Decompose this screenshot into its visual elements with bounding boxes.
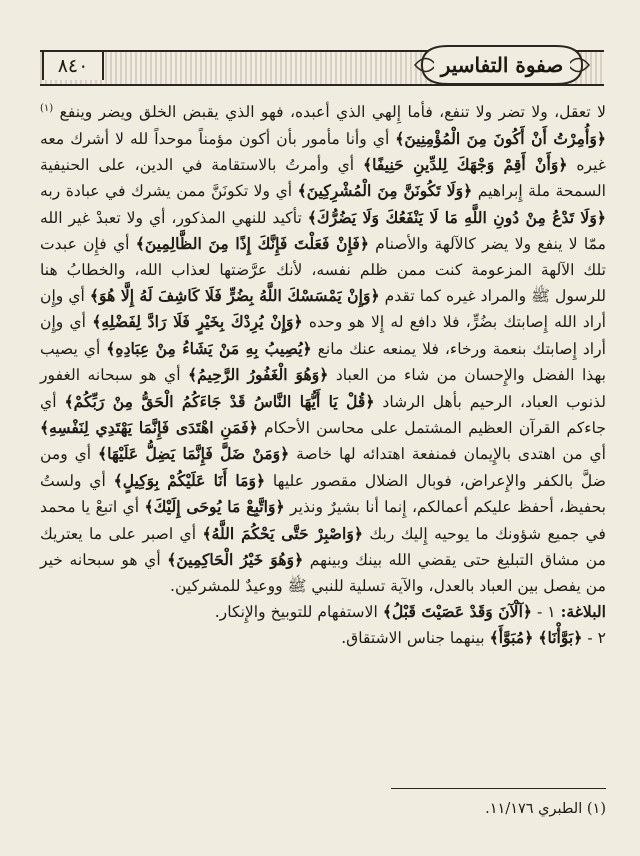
quran-quote: ﴿وَإِنْ يَمْسَسْكَ اللَّهُ بِضُرٍّ فَلَا كَاشِفَ لَهُ إِلَّا هُوَ﴾ — [89, 286, 380, 306]
quran-quote: ﴿وَإِنْ يُرِدْكَ بِخَيْرٍ فَلَا رَادَّ لِفَضْلِهِ﴾ — [92, 312, 303, 332]
main-text — [40, 96, 606, 652]
quran-quote: ﴿قُلْ يَا أَيُّهَا النَّاسُ قَدْ جَاءَكُمُ الْحَقُّ مِنْ رَبِّكُمْ﴾ — [64, 391, 375, 411]
balagha-point-2: ٢ - ﴿بَوَّأْنَا﴾ ﴿مُبَوَّأَ﴾ بينهما جناس الاشتقاق. — [341, 628, 606, 648]
quran-quote: ﴿فَمَنِ اهْتَدَى فَإِنَّمَا يَهْتَدِي لِنَفْسِهِ﴾ — [40, 418, 258, 438]
book-title: صفوة التفاسير — [434, 50, 570, 80]
footnote-separator — [40, 788, 606, 789]
commentary-paragraph: لا تعقل، ولا تضر ولا تنفع، فأما إِلهي الذي أعبده، فهو الذي يقبض الخلق ويضر وينفع $^{(١)}$ ﴿وَأُمِرْتُ أَنْ أَكُونَ مِنَ الْمُؤْمِنِينَ﴾ أي وأنا مأمور بأن أكون مؤمناً موحداً لله لا أشرك معه غيره ﴿وَأَنْ أَقِمْ وَجْهَكَ لِلدِّينِ حَنِيفًا﴾ أي وأمرتُ بالاستقامة في الدين، على الحنيفية السمحة ملة إِبراهيم ﴿وَلَا تَكُونَنَّ مِنَ الْمُشْرِكِينَ﴾ أي ولا تكونَنَّ ممن يشرك في عبادة ربه ﴿وَلَا تَدْعُ مِنْ دُونِ اللَّهِ مَا لَا يَنْفَعُكَ وَلَا يَضُرُّكَ﴾ تأكيد للنهي المذكور، أي ولا تعبدْ غير الله ممّا لا ينفع ولا يضر كالآلهة والأصنام ﴿فَإِنْ فَعَلْتَ فَإِنَّكَ إِذًا مِنَ الظَّالِمِينَ﴾ أي فإِن عبدت تلك الآلهة المزعومة كنت ممن ظلم نفسه، لأنك عرَّضتها لعذاب الله، والخطابُ هنا للرسول ﷺ والمراد غيره كما تقدم ﴿وَإِنْ يَمْسَسْكَ اللَّهُ بِضُرٍّ فَلَا كَاشِفَ لَهُ إِلَّا هُوَ﴾ أي وإِن أراد الله إِصابتك بضُرٍّ، فلا دافع له إِلا هو وحده ﴿وَإِنْ يُرِدْكَ بِخَيْرٍ فَلَا رَادَّ لِفَضْلِهِ﴾ أي وإِن أراد إِصابتك بنعمة ورخاء، فلا يمنعه عنك مانع ﴿يُصِيبُ بِهِ مَنْ يَشَاءُ مِنْ عِبَادِهِ﴾ أي يصيب بهذا الفضل والإِحسان من شاء من العباد ﴿وَهُوَ الْغَفُورُ الرَّحِيمُ﴾ أي هو سبحانه الغفور لذنوب العباد، الرحيم بأهل الرشاد ﴿قُلْ يَا أَيُّهَا النَّاسُ قَدْ جَاءَكُمُ الْحَقُّ مِنْ رَبِّكُمْ﴾ أي جاءكم القرآن العظيم المشتمل على محاسن الأحكام ﴿فَمَنِ اهْتَدَى فَإِنَّمَا يَهْتَدِي لِنَفْسِهِ﴾ أي من اهتدى بالإِيمان فمنفعة اهتدائه لها خاصة ﴿وَمَنْ ضَلَّ فَإِنَّمَا يَضِلُّ عَلَيْهَا﴾ أي ومن ضلَّ بالكفر والإِعراض، فوبال الضلال مقصور عليها ﴿وَمَا أَنَا عَلَيْكُمْ بِوَكِيلٍ﴾ أي ولستُ بحفيظ، أحفظ عليكم أعمالكم، إِنما أنا بشيرٌ ونذير ﴿وَاتَّبِعْ مَا يُوحَى إِلَيْكَ﴾ أي اتبعْ يا محمد في جميع شؤونك ما يوحيه إِليك ربك ﴿وَاصْبِرْ حَتَّى يَحْكُمَ اللَّهُ﴾ أي اصبر على ما يعتريك من مشاق التبليغ حتى يقضي الله بينك وبينهم ﴿وَهُوَ خَيْرُ الْحَاكِمِينَ﴾ أي هو سبحانه خير من يفصل بين العباد بالعدل، والآية تسلية للنبي ﷺ ووعيدٌ للمشركين. — [40, 103, 607, 595]
quran-quote: ﴿وَلَا تَدْعُ مِنْ دُونِ اللَّهِ مَا لَا يَنْفَعُكَ وَلَا يَضُرُّكَ﴾ — [307, 207, 606, 227]
page-header — [40, 42, 604, 88]
quran-quote: ﴿وَاصْبِرْ حَتَّى يَحْكُمَ اللَّهُ﴾ — [202, 523, 364, 543]
quran-quote: ﴿آلْآنَ وَقَدْ عَصَيْتَ قَبْلُ﴾ — [382, 601, 533, 621]
balagha-label: البلاغة: — [560, 601, 606, 621]
title-cartouche — [412, 42, 592, 88]
balagha-point-1: البلاغة: ١ - ﴿آلْآنَ وَقَدْ عَصَيْتَ قَبْلُ﴾ الاستفهام للتوبيخ والإِنكار. — [214, 601, 606, 621]
page-number: ٨٤٠ — [42, 52, 104, 80]
quran-quote: ﴿مُبَوَّأَ﴾ — [489, 628, 534, 648]
quran-quote: ﴿وَهُوَ الْغَفُورُ الرَّحِيمُ﴾ — [187, 365, 329, 385]
quran-quote: ﴿وَمَنْ ضَلَّ فَإِنَّمَا يَضِلُّ عَلَيْهَا﴾ — [97, 444, 290, 464]
footnote-marker: (١) — [40, 103, 54, 114]
quran-quote: ﴿وَأُمِرْتُ أَنْ أَكُونَ مِنَ الْمُؤْمِنِينَ﴾ — [395, 128, 606, 148]
quran-quote: ﴿وَمَا أَنَا عَلَيْكُمْ بِوَكِيلٍ﴾ — [113, 470, 266, 490]
quran-quote: ﴿وَأَنْ أَقِمْ وَجْهَكَ لِلدِّينِ حَنِيفًا﴾ — [362, 155, 568, 174]
quran-quote: ﴿يُصِيبُ بِهِ مَنْ يَشَاءُ مِنْ عِبَادِهِ﴾ — [106, 338, 312, 358]
quran-quote: ﴿بَوَّأْنَا﴾ — [538, 628, 583, 648]
footnote: (١) الطبري ١١/١٧٦. — [485, 801, 606, 817]
quran-quote: ﴿وَلَا تَكُونَنَّ مِنَ الْمُشْرِكِينَ﴾ — [297, 181, 473, 201]
quran-quote: ﴿فَإِنْ فَعَلْتَ فَإِنَّكَ إِذًا مِنَ الظَّالِمِينَ﴾ — [135, 234, 369, 254]
quran-quote: ﴿وَاتَّبِعْ مَا يُوحَى إِلَيْكَ﴾ — [144, 497, 285, 517]
quran-quote: ﴿وَهُوَ خَيْرُ الْحَاكِمِينَ﴾ — [167, 550, 304, 570]
